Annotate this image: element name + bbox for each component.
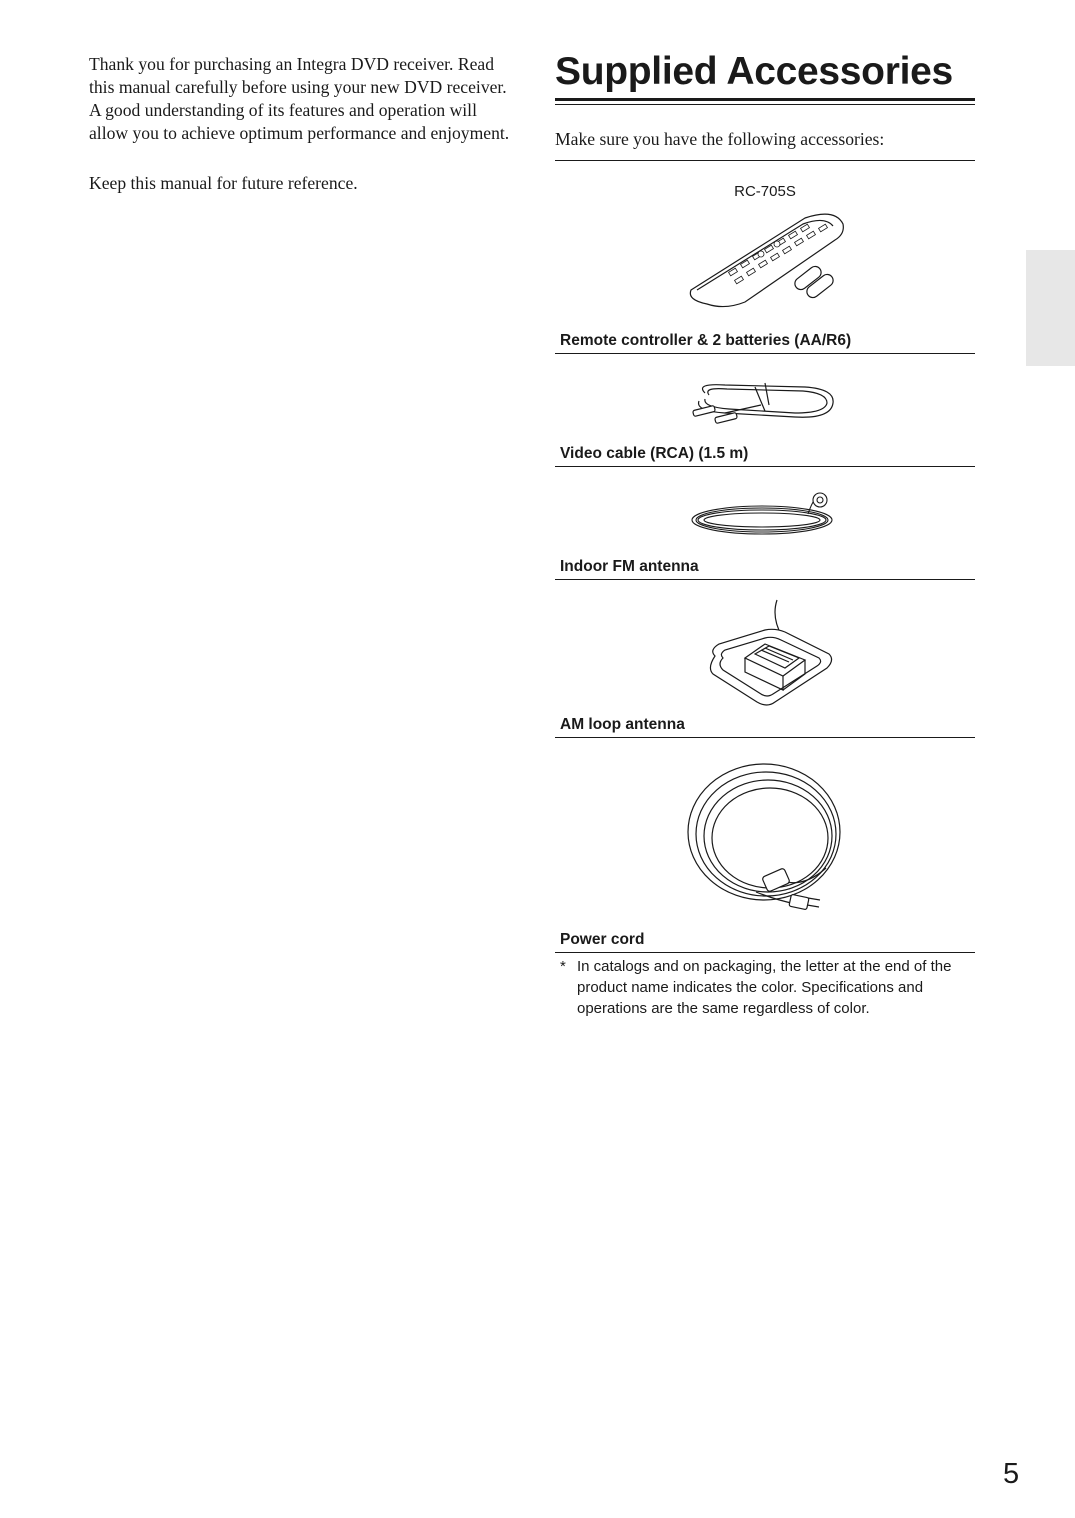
section-lead: Make sure you have the following accessories: (555, 129, 885, 149)
divider (555, 353, 975, 354)
side-tab (1026, 250, 1075, 366)
note-marker: * (560, 958, 566, 975)
intro-paragraph-2: Keep this manual for future reference. (89, 173, 358, 193)
color-note (560, 956, 972, 1019)
intro-text (89, 53, 514, 195)
divider (555, 160, 975, 161)
caption-power-cord: Power cord (560, 931, 645, 948)
remote-control-icon (685, 210, 845, 310)
caption-fm-antenna: Indoor FM antenna (560, 558, 699, 575)
fm-antenna-icon (688, 488, 840, 543)
section-title: Supplied Accessories (555, 50, 953, 93)
divider (555, 737, 975, 738)
divider (555, 466, 975, 467)
remote-model-label: RC-705S (734, 183, 796, 200)
note-text: In catalogs and on packaging, the letter at the end of the product name indicates the color. Specifications and operations are the same regardless of color. (577, 958, 952, 1017)
title-rule-thin (555, 104, 975, 105)
caption-video-cable: Video cable (RCA) (1.5 m) (560, 445, 749, 462)
divider (555, 579, 975, 580)
page-number: 5 (1003, 1458, 1020, 1490)
divider (555, 952, 975, 953)
caption-am-loop-antenna: AM loop antenna (560, 716, 685, 733)
am-loop-antenna-icon (705, 598, 835, 710)
intro-paragraph-1: Thank you for purchasing an Integra DVD receiver. Read this manual carefully before using your new DVD receiver. A good understanding of its features and operation will allow you to achieve optimum performance and enjoyment. (89, 54, 510, 143)
title-rule-thick (555, 98, 975, 101)
caption-remote-controller: Remote controller & 2 batteries (AA/R6) (560, 332, 852, 349)
power-cord-icon (686, 760, 844, 920)
video-cable-icon (685, 375, 840, 430)
